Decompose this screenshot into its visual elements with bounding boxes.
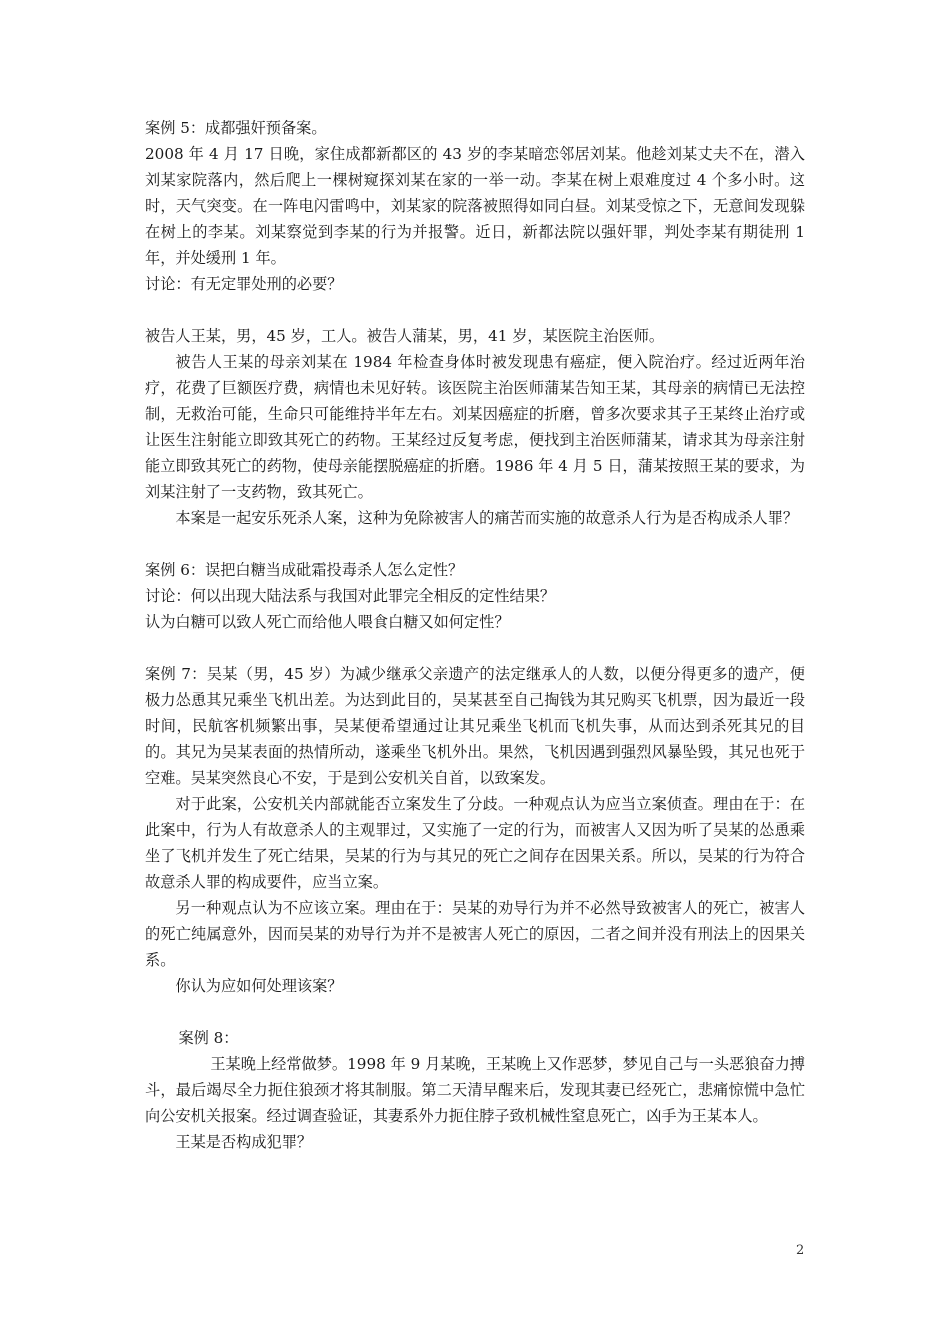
case7-view2: 另一种观点认为不应该立案。理由在于：吴某的劝导行为并不必然导致被害人的死亡，被害人的死亡纯属意外，因而吴某的劝导行为并不是被害人死亡的原因，二者之间并没有刑法上的因果关系。 bbox=[145, 899, 805, 969]
case5-title: 案例 5：成都强奸预备案。 bbox=[145, 119, 327, 137]
case7-view1: 对于此案，公安机关内部就能否立案发生了分歧。一种观点认为应当立案侦查。理由在于：在此案中，行为人有故意杀人的主观罪过，又实施了一定的行为，而被害人又因为听了吴某的怂恿乘坐了飞机并发生了死亡结果，吴某的行为与其兄的死亡之间存在因果关系。所以，吴某的行为符合故意杀人罪的构成要件，应当立案。 bbox=[145, 795, 805, 891]
case8-title: 案例 8： bbox=[178, 1029, 239, 1047]
section-spacer bbox=[145, 297, 805, 323]
euthanasia-defendants: 被告人王某，男，45 岁，工人。被告人蒲某，男，41 岁，某医院主治医师。 bbox=[145, 327, 665, 345]
euthanasia-question: 本案是一起安乐死杀人案，这种为免除被害人的痛苦而实施的故意杀人行为是否构成杀人罪？ bbox=[175, 509, 799, 527]
section-spacer bbox=[145, 635, 805, 661]
case8-body: 王某晚上经常做梦。1998 年 9 月某晚，王某晚上又作恶梦，梦见自己与一头恶狼奋力搏斗，最后竭尽全力扼住狼颈才将其制服。第二天清早醒来后，发现其妻已经死亡，悲痛惊慌中急忙向公安机关报案。经过调查验证，其妻系外力扼住脖子致机械性窒息死亡，凶手为王某本人。 bbox=[145, 1055, 805, 1125]
section-spacer bbox=[145, 999, 805, 1025]
page-number: 2 bbox=[796, 1243, 805, 1258]
case8-question: 王某是否构成犯罪？ bbox=[175, 1133, 313, 1151]
document-body bbox=[145, 115, 805, 1155]
case6-title: 案例 6：误把白糖当成砒霜投毒杀人怎么定性？ bbox=[145, 561, 464, 579]
case5-discussion: 讨论：有无定罪处刑的必要？ bbox=[145, 275, 343, 293]
case5-body: 2008 年 4 月 17 日晚，家住成都新都区的 43 岁的李某暗恋邻居刘某。他趁刘某丈夫不在，潜入刘某家院落内，然后爬上一棵树窥探刘某在家的一举一动。李某在树上艰难度过 4 个多小时。这时，天气突变。在一阵电闪雷鸣中，刘某家的院落被照得如同白昼。刘某受惊之下，无意间发现躲在树上的李某。刘某察觉到李某的行为并报警。近日，新都法院以强奸罪，判处李某有期徒刑 1 年，并处缓刑 1 年。 bbox=[145, 145, 805, 267]
case7-body: 案例 7：吴某（男，45 岁）为减少继承父亲遗产的法定继承人的人数，以便分得更多的遗产，便极力怂恿其兄乘坐飞机出差。为达到此目的，吴某甚至自己掏钱为其兄购买飞机票，因为最近一段时间，民航客机频繁出事，吴某便希望通过让其兄乘坐飞机而飞机失事，从而达到杀死其兄的目的。其兄为吴某表面的热情所动，遂乘坐飞机外出。果然，飞机因遇到强烈风暴坠毁，其兄也死于空难。吴某突然良心不安，于是到公安机关自首，以致案发。 bbox=[145, 665, 805, 787]
case7-question: 你认为应如何处理该案？ bbox=[175, 977, 343, 995]
section-spacer bbox=[145, 531, 805, 557]
case6-discussion: 讨论：何以出现大陆法系与我国对此罪完全相反的定性结果？ bbox=[145, 587, 556, 605]
euthanasia-facts: 被告人王某的母亲刘某在 1984 年检查身体时被发现患有癌症，便入院治疗。经过近两年治疗，花费了巨额医疗费，病情也未见好转。该医院主治医师蒲某告知王某，其母亲的病情已无法控制，无救治可能，生命只可能维持半年左右。刘某因癌症的折磨，曾多次要求其子王某终止治疗或让医生注射能立即致其死亡的药物。王某经过反复考虑，便找到主治医师蒲某，请求其为母亲注射能立即致其死亡的药物，使母亲能摆脱癌症的折磨。1986 年 4 月 5 日，蒲某按照王某的要求，为刘某注射了一支药物，致其死亡。 bbox=[145, 353, 805, 501]
case6-question: 认为白糖可以致人死亡而给他人喂食白糖又如何定性？ bbox=[145, 613, 510, 631]
